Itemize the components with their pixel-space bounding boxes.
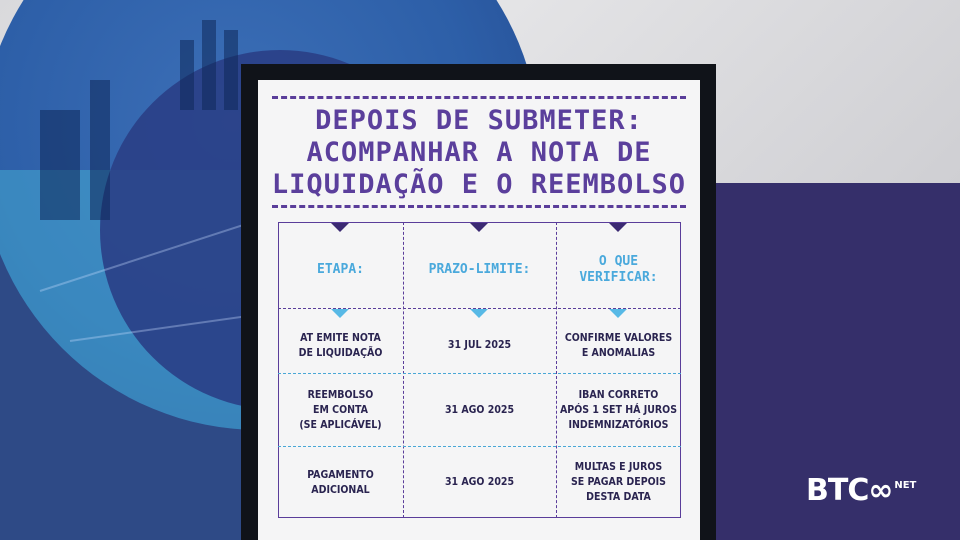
deco-bar (202, 20, 216, 110)
title-line-2: ACOMPANHAR A NOTA DE (306, 137, 652, 168)
header-prazo: PRAZO-LIMITE: (428, 262, 531, 277)
title-line-3: LIQUIDAÇÃO E O REEMBOLSO (271, 169, 687, 200)
header-arrow-icon (609, 223, 627, 232)
header-verificar: O QUE VERIFICAR: (579, 254, 658, 285)
table-cell: 31 AGO 2025 (444, 476, 515, 488)
deco-bar (224, 30, 238, 110)
logo-suffix-text: NET (894, 480, 917, 491)
header-arrow-icon (331, 223, 349, 232)
title-divider-top (272, 96, 686, 99)
row-arrow-icon (470, 309, 488, 318)
header-etapa: ETAPA: (317, 262, 364, 277)
deco-bar (40, 110, 80, 220)
table-cell: PAGAMENTO ADICIONAL (307, 468, 374, 496)
title-line-1: DEPOIS DE SUBMETER: (315, 105, 643, 136)
table-cell: REEMBOLSO EM CONTA (SE APLICÁVEL) (299, 388, 382, 431)
brand-logo (806, 474, 916, 508)
table-cell: 31 AGO 2025 (444, 403, 515, 416)
table-cell: AT EMITE NOTA DE LIQUIDAÇÃO (298, 331, 383, 359)
page-title (258, 105, 700, 201)
deco-bar (90, 80, 110, 220)
logo-main-text: BTC∞ (806, 473, 893, 508)
table-cell: 31 JUL 2025 (447, 339, 512, 351)
row-arrow-icon (331, 309, 349, 318)
deco-bar (180, 40, 194, 110)
row-arrow-icon (609, 309, 627, 318)
table-cell: IBAN CORRETO APÓS 1 SET HÁ JUROS INDEMNIZATÓRIOS (560, 388, 677, 431)
table-cell: MULTAS E JUROS SE PAGAR DEPOIS DESTA DATA (570, 461, 666, 503)
table-cell: CONFIRME VALORES E ANOMALIAS (564, 331, 673, 359)
title-divider-bottom (272, 205, 686, 208)
header-arrow-icon (470, 223, 488, 232)
